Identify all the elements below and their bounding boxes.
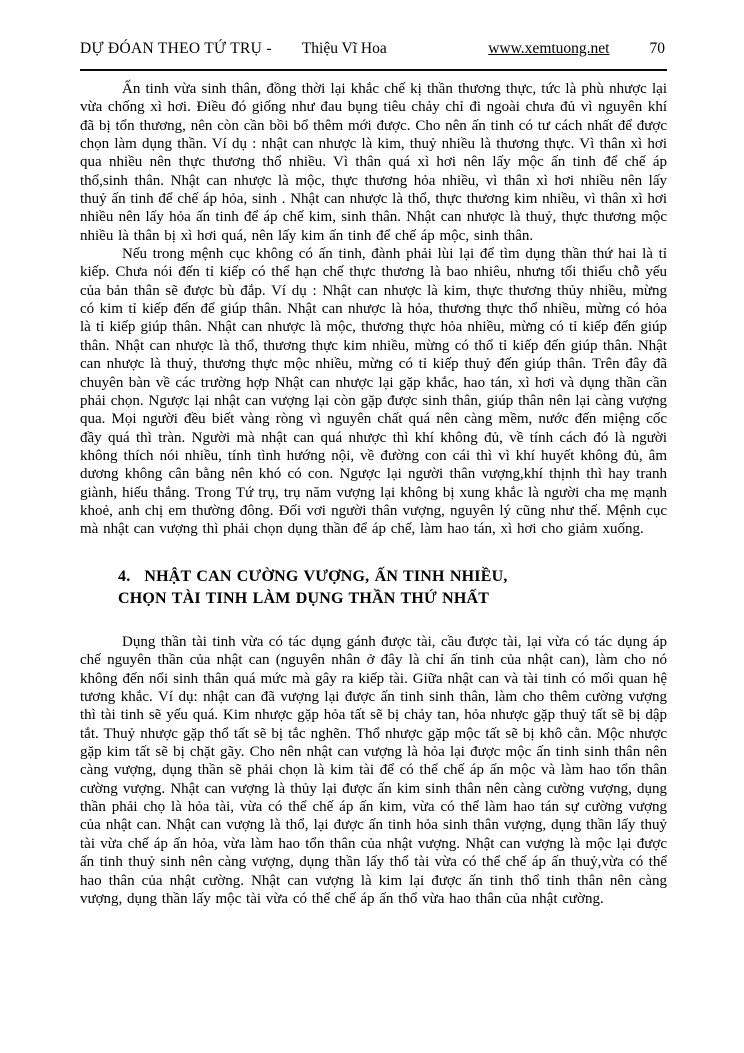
section-heading-line1 xyxy=(118,566,667,589)
section-number: 4. xyxy=(118,567,131,585)
website-link[interactable]: www.xemtuong.net xyxy=(488,40,610,57)
page-body xyxy=(80,80,667,908)
author-name: Thiệu Vĩ Hoa xyxy=(301,40,387,57)
section-title-line1: NHẬT CAN CƯỜNG VƯỢNG, ẤN TINH NHIỀU, xyxy=(144,567,508,585)
page-number: 70 xyxy=(649,40,665,57)
page-header xyxy=(80,40,667,71)
book-title: DỰ ĐÓAN THEO TỨ TRỤ - xyxy=(80,40,272,57)
paragraph: Ấn tinh vừa sinh thân, đồng thời lại khắc chế kị thần thương thực, tức là phù nhược lại vừa chống xì hơi. Điều đó giống như đau bụng tiêu chảy chỉ đi ngoài chưa đủ vì nguyên khí đã bị tổn thương, nên còn cần bồi bổ thêm mới được. Cho nên ấn tinh có tư cách nhất để được chọn làm dụng thần. Ví dụ : nhật can nhược là kim, thuỷ nhiều là thương thực. Vì thân xì hơi qua nhiều nên thực thương thổ nhiều. Vì thân quá xì hơi nên lấy mộc ấn tinh để chế áp thổ,sinh thân. Nhật can nhược là mộc, thực thương hỏa nhiều, vì thân xì hơi nhiều nên lấy thuỷ ấn tinh để chế áp hỏa, sinh . Nhật can nhược là thổ, thực thương kim nhiều, vì thân xì hơi nhiều nên lấy hỏa ấn tinh để áp chế kim, sinh thân. Nhật can nhược là thuỷ, thực thương mộc nhiều là thân bị xì hơi quá, nên lấy kim ấn tinh để chế áp mộc, sinh thân. xyxy=(80,81,667,244)
paragraph: Nếu trong mệnh cục không có ấn tinh, đành phải lùi lại để tìm dụng thần thứ hai là tỉ kiếp. Chưa nói đến tỉ kiếp có thể hạn chế thực thương là bao nhiêu, nhưng tối thiểu chỗ yếu của bản thân sẽ được bù đắp. Ví dụ : Nhật can nhược là kim, thực thương thủy nhiều, mừng có kim tỉ kiếp đến để giúp thân. Nhật can nhược là hỏa, thương thực thổ nhiều, mừng có hỏa là tỉ kiếp giúp thân. Nhật can nhược là mộc, thương thực hỏa nhiều, mừng có tỉ kiếp đến giúp thân. Nhật can nhược là thổ, thương thực kim nhiều, mừng có thổ tỉ kiếp đến giúp thân. Nhật can nhược là thuỷ, thương thực mộc nhiều, mừng có tỉ kiếp thuỷ đến giúp thân. Trên đây đã chuyên bàn về các trường hợp Nhật can nhược lại gặp khắc, hao tán, xì hơi và dụng thần cần phải chọn. Ngược lại nhật can vượng lại còn gặp được sinh thân, giúp thân nên lại càng vượng qua. Mọi người đều biết vàng ròng vì nguyên chất quá nên càng mềm, nước đến miệng cốc đầy quá thì tràn. Người mà nhật can quá nhược thì khí không đủ, về tính cách đó là người không thích nói nhiều, tính tình hướng nội, về đường con cái thì vì khí huyết không đủ, âm dương không cân bằng nên khó có con. Ngược lại người thân vượng,khí thịnh thì hay tranh giành, hiếu thắng. Trong Tứ trụ, trụ năm vượng lại không bị xung khắc là người cha mẹ mạnh khoẻ, anh chị em thường đông. Đối vơi người thân vượng, nguyên lý cũng như thế. Mệnh cục mà nhật can vượng thì phải chọn dụng thần để áp chế, làm hao tán, xì hơi cho giảm xuống. xyxy=(80,246,667,538)
paragraph: Dụng thần tài tinh vừa có tác dụng gánh được tài, cầu được tài, lại vừa có tác dụng áp chế nguyên thần của nhật can (nguyên nhân ở đây là chỉ ấn tinh của nhật can), làm cho nó không đến nổi sinh thân quá mức mà gây ra kiếp tài. Giữa nhật can và tài tinh có mối quan hệ tương khắc. Ví dụ: nhật can đã vượng lại được ấn tinh sinh thân, làm cho thêm cường vượng thì tài tinh sẽ yếu quá. Kim nhược gặp hỏa tất sẽ bị chảy tan, hỏa nhược gặp thuỷ tất sẽ bị dập tắt. Thuỷ nhược gặp thổ tất sẽ bị tắc nghẽn. Thổ nhược gặp mộc tất sẽ bị khô cằn. Mộc nhược gặp kim tất sẽ bị chặt gãy. Cho nên nhật can vượng là hỏa lại được mộc ấn tinh sinh thân nên càng vượng, dụng thần sẽ phải chọn là kim tài để có thể chế áp ấn mộc và làm hao tổn thân cường vượng. Nhật can vượng là thủy lại được ấn kim sinh thân nên càng cường vượng, dụng thần phải chọ là hỏa tài, vừa có thể chế áp ấn kim, vừa có thể làm hao tán sự cường vượng của nhật can. Nhật can vượng là thổ, lại được ấn tinh hỏa sinh thân vượng, dụng thần lấy thuỷ tài vừa chế áp ấn hỏa, vừa làm hao tổn thân của nhật vượng. Nhật can vượng là mộc lại được ấn tinh thuỷ sinh nên càng vượng, dụng thần lấy thổ tài vừa có thể chế áp ấn thuỷ,vừa có thể hao thân của nhật cường. Nhật can vượng là kim lại được ấn tinh thổ tinh thân nên càng vượng, dụng thần lấy mộc tài vừa có thể chế áp ấn thổ vừa hao thân của nhật cường. xyxy=(80,634,667,907)
section-title-line2: CHỌN TÀI TINH LÀM DỤNG THẦN THỨ NHẤT xyxy=(118,590,490,608)
section-heading xyxy=(118,566,667,611)
